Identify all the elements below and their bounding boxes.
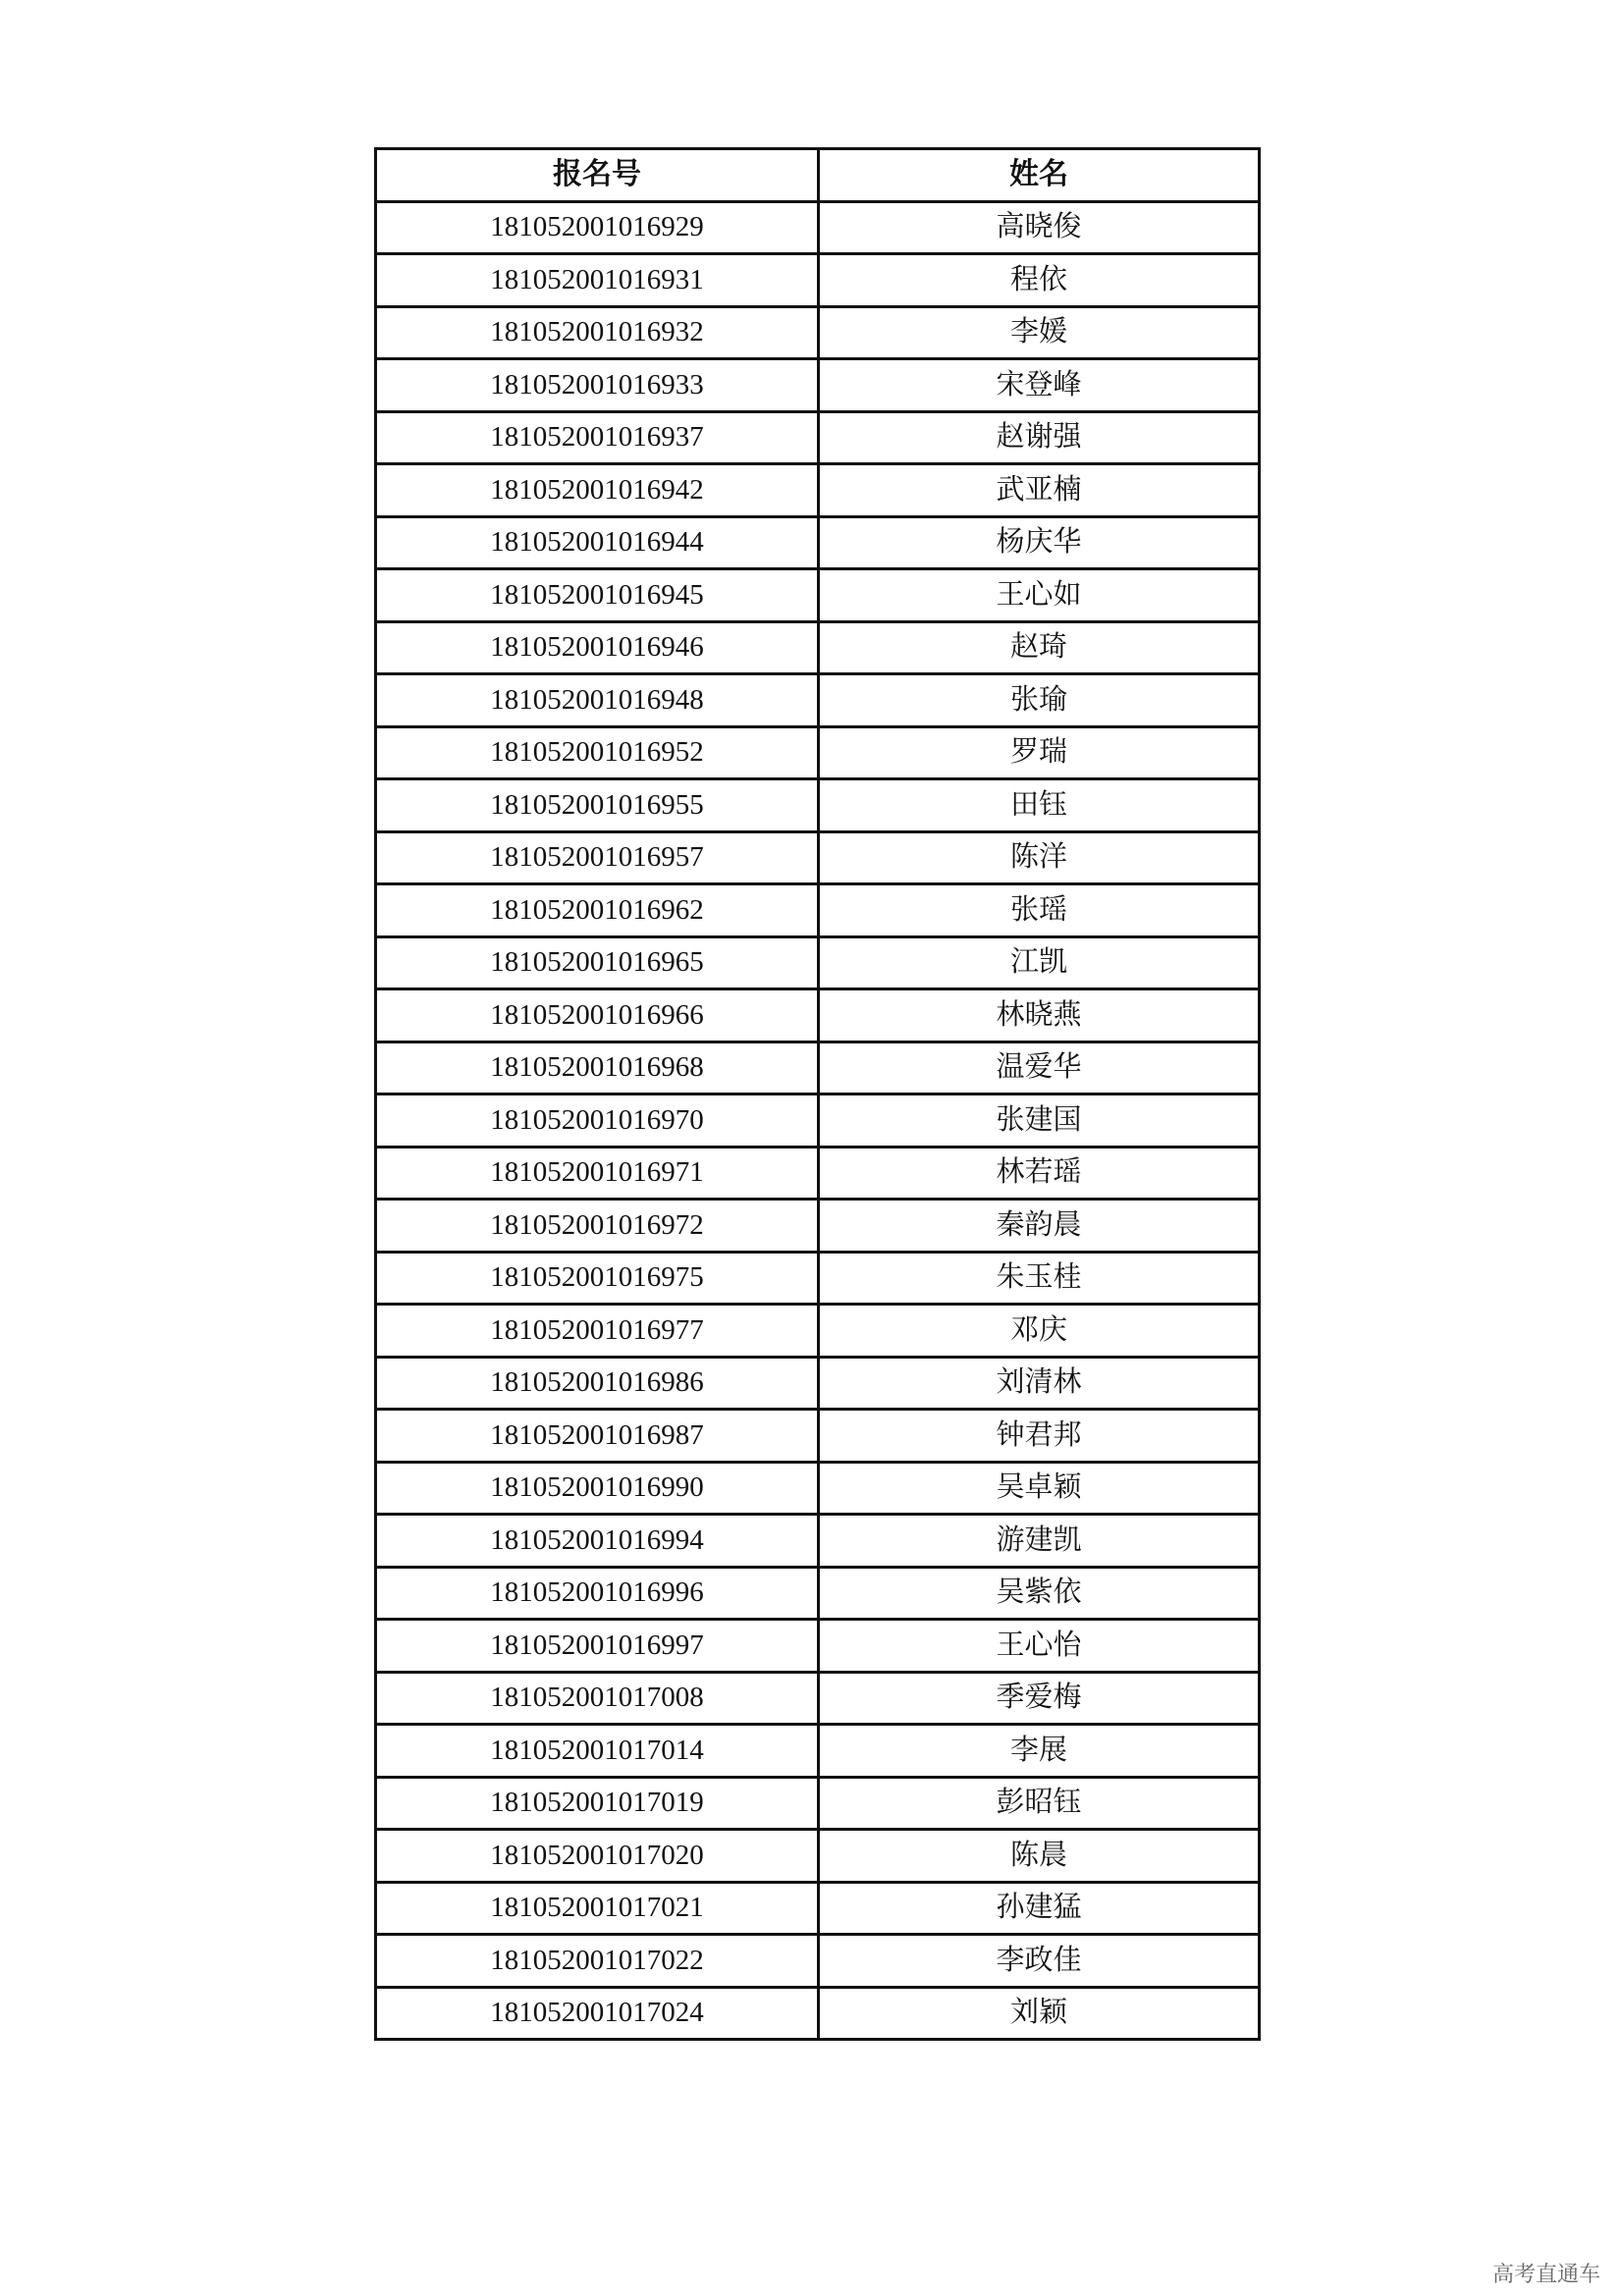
table-row xyxy=(376,306,1260,359)
name-cell: 彭昭钰 xyxy=(819,1777,1260,1830)
name-cell: 高晓俊 xyxy=(819,201,1260,254)
name-cell: 宋登峰 xyxy=(819,359,1260,412)
registration-number-cell: 181052001017021 xyxy=(376,1882,819,1935)
registration-number-cell: 181052001017020 xyxy=(376,1830,819,1883)
registration-number-cell: 181052001016952 xyxy=(376,726,819,779)
table-row xyxy=(376,464,1260,517)
name-cell: 李展 xyxy=(819,1725,1260,1778)
table-row xyxy=(376,1410,1260,1463)
table-row xyxy=(376,936,1260,989)
table-row xyxy=(376,569,1260,622)
name-cell: 李媛 xyxy=(819,306,1260,359)
table-row xyxy=(376,1725,1260,1778)
table-row xyxy=(376,831,1260,884)
table-row xyxy=(376,254,1260,307)
name-cell: 游建凯 xyxy=(819,1515,1260,1568)
table-row xyxy=(376,1041,1260,1095)
registration-number-cell: 181052001016957 xyxy=(376,831,819,884)
name-cell: 朱玉桂 xyxy=(819,1252,1260,1305)
table-row xyxy=(376,674,1260,727)
table-row xyxy=(376,1200,1260,1253)
registration-number-cell: 181052001016937 xyxy=(376,411,819,464)
candidate-table xyxy=(374,147,1261,2041)
name-cell: 赵谢强 xyxy=(819,411,1260,464)
registration-number-cell: 181052001016997 xyxy=(376,1620,819,1673)
name-cell: 钟君邦 xyxy=(819,1410,1260,1463)
name-cell: 武亚楠 xyxy=(819,464,1260,517)
table-row xyxy=(376,516,1260,569)
registration-number-cell: 181052001016971 xyxy=(376,1147,819,1200)
name-cell: 程依 xyxy=(819,254,1260,307)
table-row xyxy=(376,989,1260,1042)
name-cell: 吴紫依 xyxy=(819,1567,1260,1620)
name-cell: 杨庆华 xyxy=(819,516,1260,569)
name-cell: 张瑶 xyxy=(819,884,1260,937)
registration-number-cell: 181052001016987 xyxy=(376,1410,819,1463)
registration-number-cell: 181052001016968 xyxy=(376,1041,819,1095)
table-row xyxy=(376,1830,1260,1883)
registration-number-cell: 181052001016977 xyxy=(376,1305,819,1358)
name-cell: 温爱华 xyxy=(819,1041,1260,1095)
table-row xyxy=(376,1095,1260,1148)
table-row xyxy=(376,1882,1260,1935)
registration-number-cell: 181052001016942 xyxy=(376,464,819,517)
table-row xyxy=(376,201,1260,254)
table-header-row xyxy=(376,149,1260,202)
registration-number-cell: 181052001016970 xyxy=(376,1095,819,1148)
registration-number-cell: 181052001016975 xyxy=(376,1252,819,1305)
table-row xyxy=(376,1462,1260,1515)
registration-number-cell: 181052001016972 xyxy=(376,1200,819,1253)
name-cell: 李政佳 xyxy=(819,1935,1260,1988)
table-row xyxy=(376,359,1260,412)
table-row xyxy=(376,1147,1260,1200)
table-row xyxy=(376,1672,1260,1725)
registration-number-cell: 181052001016931 xyxy=(376,254,819,307)
name-cell: 陈晨 xyxy=(819,1830,1260,1883)
table-row xyxy=(376,1935,1260,1988)
table-row xyxy=(376,1252,1260,1305)
name-cell: 刘颖 xyxy=(819,1987,1260,2040)
name-cell: 季爱梅 xyxy=(819,1672,1260,1725)
registration-number-cell: 181052001017019 xyxy=(376,1777,819,1830)
name-cell: 林若瑶 xyxy=(819,1147,1260,1200)
registration-number-cell: 181052001016932 xyxy=(376,306,819,359)
name-cell: 刘清林 xyxy=(819,1357,1260,1410)
header-registration-number: 报名号 xyxy=(376,149,819,202)
registration-number-cell: 181052001016962 xyxy=(376,884,819,937)
table-row xyxy=(376,726,1260,779)
registration-number-cell: 181052001016948 xyxy=(376,674,819,727)
table-row xyxy=(376,884,1260,937)
name-cell: 邓庆 xyxy=(819,1305,1260,1358)
header-name: 姓名 xyxy=(819,149,1260,202)
registration-number-cell: 181052001016944 xyxy=(376,516,819,569)
table-row xyxy=(376,1567,1260,1620)
name-cell: 王心如 xyxy=(819,569,1260,622)
table-row xyxy=(376,411,1260,464)
registration-number-cell: 181052001016933 xyxy=(376,359,819,412)
name-cell: 田钰 xyxy=(819,779,1260,832)
registration-number-cell: 181052001017024 xyxy=(376,1987,819,2040)
registration-number-cell: 181052001016996 xyxy=(376,1567,819,1620)
table-row xyxy=(376,1777,1260,1830)
table-row xyxy=(376,1357,1260,1410)
registration-number-cell: 181052001016994 xyxy=(376,1515,819,1568)
table-row xyxy=(376,779,1260,832)
name-cell: 罗瑞 xyxy=(819,726,1260,779)
watermark: 高考直通车 xyxy=(1492,2263,1601,2287)
registration-number-cell: 181052001016946 xyxy=(376,621,819,674)
registration-number-cell: 181052001016990 xyxy=(376,1462,819,1515)
name-cell: 吴卓颖 xyxy=(819,1462,1260,1515)
name-cell: 林晓燕 xyxy=(819,989,1260,1042)
table-row xyxy=(376,1987,1260,2040)
name-cell: 陈洋 xyxy=(819,831,1260,884)
name-cell: 秦韵晨 xyxy=(819,1200,1260,1253)
name-cell: 赵琦 xyxy=(819,621,1260,674)
name-cell: 张建国 xyxy=(819,1095,1260,1148)
table-row xyxy=(376,621,1260,674)
registration-number-cell: 181052001016955 xyxy=(376,779,819,832)
name-cell: 江凯 xyxy=(819,936,1260,989)
name-cell: 王心怡 xyxy=(819,1620,1260,1673)
name-cell: 张瑜 xyxy=(819,674,1260,727)
registration-number-cell: 181052001016986 xyxy=(376,1357,819,1410)
registration-number-cell: 181052001017022 xyxy=(376,1935,819,1988)
table-row xyxy=(376,1305,1260,1358)
registration-number-cell: 181052001016966 xyxy=(376,989,819,1042)
registration-number-cell: 181052001016965 xyxy=(376,936,819,989)
name-cell: 孙建猛 xyxy=(819,1882,1260,1935)
registration-number-cell: 181052001016945 xyxy=(376,569,819,622)
registration-number-cell: 181052001017014 xyxy=(376,1725,819,1778)
table-row xyxy=(376,1620,1260,1673)
registration-number-cell: 181052001017008 xyxy=(376,1672,819,1725)
registration-number-cell: 181052001016929 xyxy=(376,201,819,254)
table-row xyxy=(376,1515,1260,1568)
